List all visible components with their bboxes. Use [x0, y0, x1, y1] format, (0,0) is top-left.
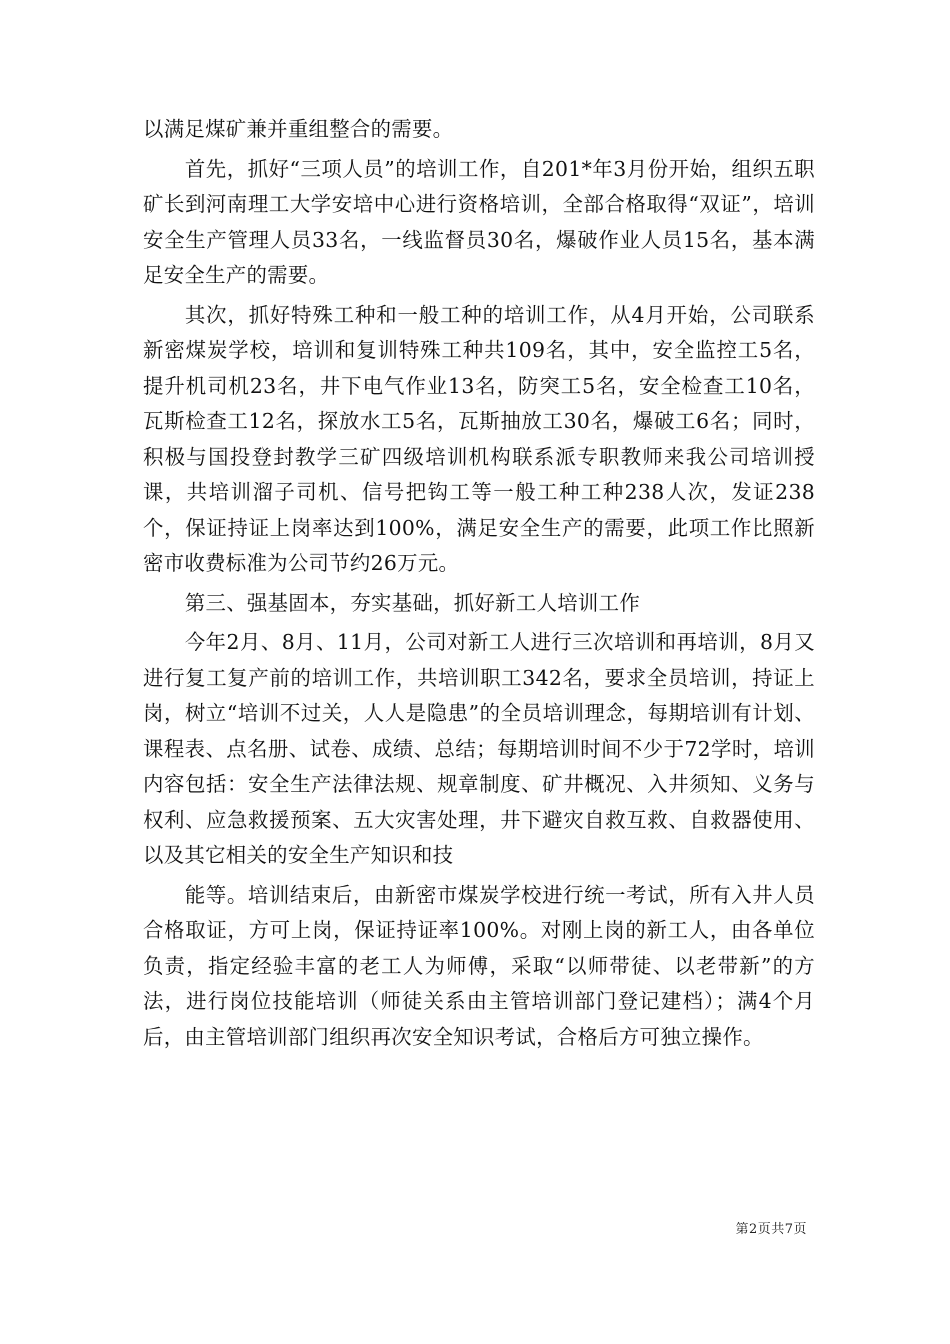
paragraph-2: 首先，抓好“三项人员”的培训工作，自201*年3月份开始，组织五职矿长到河南理工大学安培中心进行资格培训，全部合格取得“双证”，培训安全生产管理人员33名，一线监督员30名，爆破作业人员15名，基本满足安全生产的需要。: [143, 156, 815, 287]
document-body: [143, 112, 815, 1059]
page-number: 第2页共7页: [735, 1222, 807, 1237]
paragraph-4: 今年2月、8月、11月，公司对新工人进行三次培训和再培训，8月又进行复工复产前的培训工作，共培训职工342名，要求全员培训，持证上岗，树立“培训不过关，人人是隐患”的全员培训理念，每期培训有计划、课程表、点名册、试卷、成绩、总结；每期培训时间不少于72学时，培训内容包括：安全生产法律法规、规章制度、矿井概况、入井须知、义务与权利、应急救援预案、五大灾害处理，井下避灾自救互救、自救器使用、以及其它相关的安全生产知识和技: [143, 630, 815, 867]
paragraph-3: 其次，抓好特殊工种和一般工种的培训工作，从4月开始，公司联系新密煤炭学校，培训和复训特殊工种共109名，其中，安全监控工5名，提升机司机23名，井下电气作业13名，防突工5名，安全检查工10名，瓦斯检查工12名，探放水工5名，瓦斯抽放工30名，爆破工6名；同时，积极与国投登封教学三矿四级培训机构联系派专职教师来我公司培训授课，共培训溜子司机、信号把钩工等一般工种工种238人次，发证238个，保证持证上岗率达到100%，满足安全生产的需要，此项工作比照新密市收费标准为公司节约26万元。: [143, 302, 815, 575]
paragraph-1: 以满足煤矿兼并重组整合的需要。: [143, 117, 454, 141]
section-heading-3: 第三、强基固本，夯实基础，抓好新工人培训工作: [184, 590, 641, 615]
paragraph-5: 能等。培训结束后，由新密市煤炭学校进行统一考试，所有入井人员合格取证，方可上岗，保证持证率100%。对刚上岗的新工人，由各单位负责，指定经验丰富的老工人为师傅，采取“以师带徒、以老带新”的方法，进行岗位技能培训（师徒关系由主管培训部门登记建档）；满4个月后，由主管培训部门组织再次安全知识考试，合格后方可独立操作。: [143, 882, 815, 1049]
